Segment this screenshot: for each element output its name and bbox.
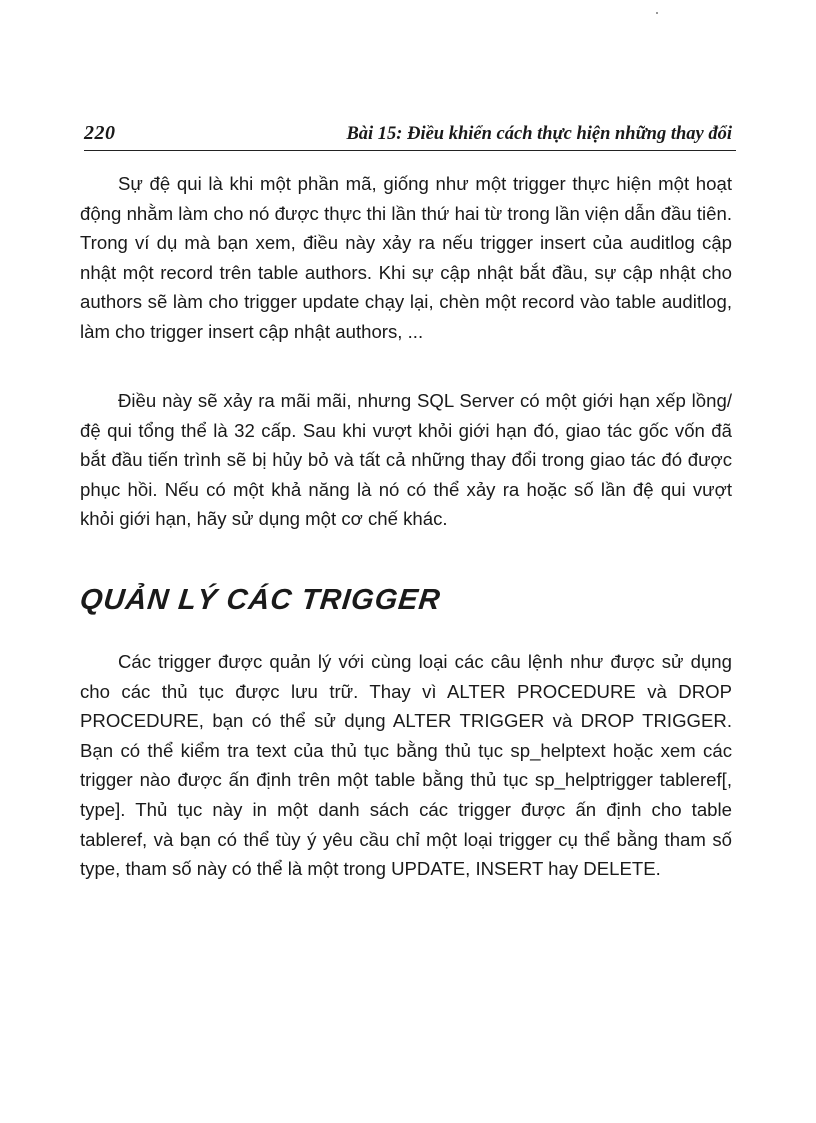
paragraph-recursion: Sự đệ qui là khi một phần mã, giống như một trigger thực hiện một hoạt động nhằm làm cho nó được thực thi lần thứ hai từ trong lần viện dẫn đầu tiên. Trong ví dụ mà bạn xem, điều này xảy ra nếu trigger insert của auditlog cập nhật một record trên table authors. Khi sự cập nhật bắt đầu, sự cập nhật cho authors sẽ làm cho trigger update chạy lại, chèn một record vào table auditlog, làm cho trigger insert cập nhật authors, ... [80, 173, 732, 342]
running-header [84, 120, 736, 151]
page-number: 220 [84, 122, 116, 144]
section-heading: QUẢN LÝ CÁC TRIGGER [78, 584, 443, 616]
paragraph-managing-triggers: Các trigger được quản lý với cùng loại các câu lệnh như được sử dụng cho các thủ tục được lưu trữ. Thay vì ALTER PROCEDURE và DROP PROCEDURE, bạn có thể sử dụng ALTER TRIGGER và DROP TRIGGER. Bạn có thể kiểm tra text của thủ tục bằng thủ tục sp_helptext hoặc xem các trigger nào được ấn định trên một table bằng thủ tục sp_helptrigger tableref[, type]. Thủ tục này in một danh sách các trigger được ấn định cho table tableref, và bạn có thể tùy ý yêu cầu chỉ một loại trigger cụ thể bằng tham số type, tham số này có thể là một trong UPDATE, INSERT hay DELETE. [80, 651, 732, 880]
paragraph-nesting-limit: Điều này sẽ xảy ra mãi mãi, nhưng SQL Server có một giới hạn xếp lồng/đệ qui tổng thể là 32 cấp. Sau khi vượt khỏi giới hạn đó, giao tác gốc vốn đã bắt đầu tiến trình sẽ bị hủy bỏ và tất cả những thay đổi trong giao tác đó được phục hồi. Nếu có một khả năng là nó có thể xảy ra hoặc số lần đệ qui vượt khỏi giới hạn, hãy sử dụng một cơ chế khác. [80, 390, 732, 530]
scan-speck [656, 12, 658, 14]
chapter-title: Bài 15: Điều khiển cách thực hiện những thay đổi [346, 124, 732, 144]
